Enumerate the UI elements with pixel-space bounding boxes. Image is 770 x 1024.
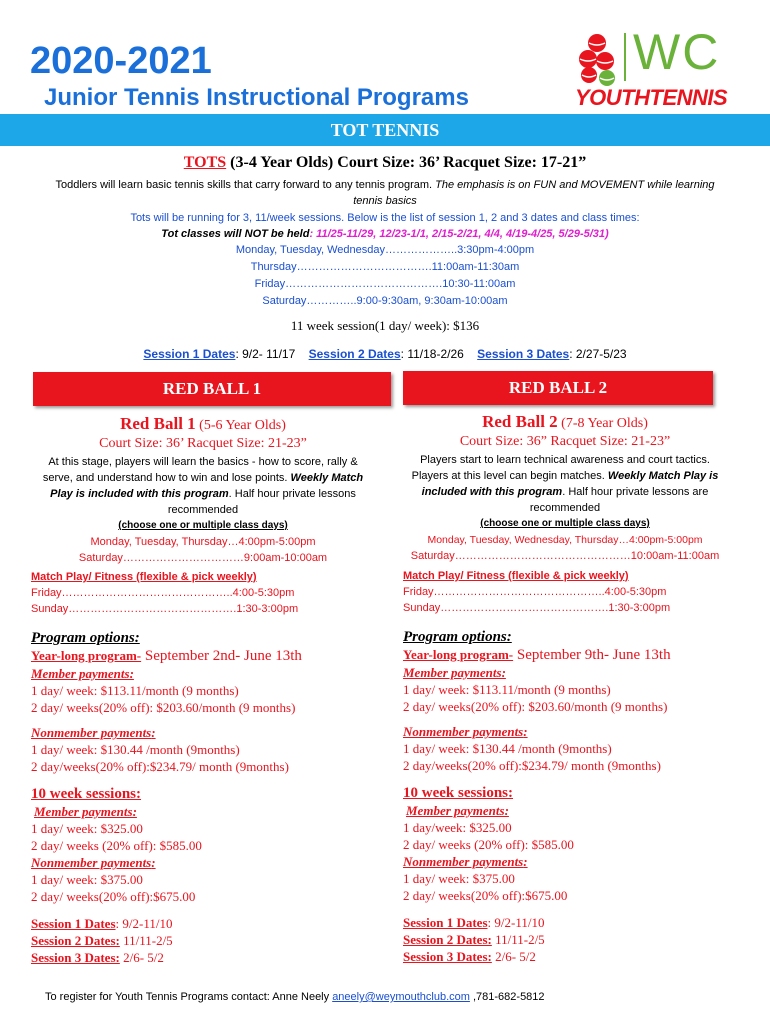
tots-label: TOTS — [183, 154, 227, 171]
rb2-court: Court Size: 36” Racquet Size: 21-23” — [459, 434, 671, 449]
rb1-nonmember-label: Nonmember payments: — [31, 725, 156, 740]
rb2-desc-end: . Half hour private lessons are recommended — [529, 486, 709, 514]
tots-session2-label: Session 2 Dates — [308, 347, 401, 361]
rb2-match2: Sunday……………………………………….1:30-3:00pm — [403, 602, 671, 614]
rb2-match-label: Match Play/ Fitness (flexible & pick weekly) — [403, 570, 629, 582]
rb1-description — [28, 454, 378, 518]
rb1-lower — [31, 569, 371, 966]
rb1-choose: (choose one or multiple class days) — [118, 520, 288, 531]
tot-tennis-banner: TOT TENNIS — [0, 114, 770, 146]
rb2-class1: Monday, Tuesday, Wednesday, Thursday…4:00pm-5:00pm — [427, 534, 703, 546]
rb2-match1: Friday………………………………………..4:00-5:30pm — [403, 586, 667, 598]
rb1-member-label: Member payments: — [31, 666, 134, 681]
tots-not-held-dates: : 11/25-11/29, 12/23-1/1, 2/15-2/21, 4/4, 4/19-4/25, 5/29-5/31) — [309, 228, 609, 240]
rb2-n2: 2 day/weeks(20% off):$234.79/ month (9months) — [403, 758, 661, 773]
tots-desc-italic: The emphasis is on FUN and MOVEMENT while learning tennis basics — [353, 179, 715, 207]
tots-session1-label: Session 1 Dates — [143, 347, 236, 361]
rb2-n1: 1 day/ week: $130.44 /month (9months) — [403, 741, 612, 756]
rb1-tn1: 1 day/ week: $375.00 — [31, 872, 143, 887]
rb1-yearlong-label: Year-long program- — [31, 648, 142, 663]
rb1-tn-label: Nonmember payments: — [31, 855, 156, 870]
rb2-member-label: Member payments: — [403, 665, 506, 680]
tots-description — [45, 177, 725, 209]
rb1-n1: 1 day/ week: $130.44 /month (9months) — [31, 742, 240, 757]
rb1-ten-label: 10 week sessions: — [31, 786, 142, 802]
rb1-class2: Saturday……………………………9:00am-10:00am — [78, 552, 328, 564]
rb1-yearlong-dates: September 2nd- June 13th — [141, 648, 302, 664]
rb2-s3: Session 3 Dates: 2/6- 5/2 — [403, 949, 536, 964]
rb1-tm1: 1 day/ week: $325.00 — [31, 821, 143, 836]
logo-wc-text: WC — [633, 24, 721, 80]
rb1-match-label: Match Play/ Fitness (flexible & pick weekly) — [31, 571, 257, 583]
rb2-lower — [403, 568, 743, 965]
rb2-title-line — [400, 412, 730, 432]
tots-session3: : 2/27-5/23 — [569, 347, 627, 361]
rb1-m1: 1 day/ week: $113.11/month (9 months) — [31, 683, 239, 698]
rb1-match1: Friday………………………………………..4:00-5:30pm — [31, 587, 295, 599]
red-ball-2-banner: RED BALL 2 — [403, 371, 713, 405]
rb2-title: Red Ball 2 — [482, 412, 558, 431]
rb1-tn2: 2 day/ weeks(20% off):$675.00 — [31, 889, 196, 904]
rb2-desc-italic: Weekly Match Play is included with this program — [421, 470, 719, 498]
rb2-m1: 1 day/ week: $113.11/month (9 months) — [403, 682, 611, 697]
rb1-yearlong — [31, 647, 371, 665]
red-ball-2-column — [400, 412, 730, 564]
rb1-class1: Monday, Tuesday, Thursday…4:00pm-5:00pm — [90, 536, 316, 548]
tots-session2: : 11/18-2/26 — [400, 347, 464, 361]
rb2-tn2: 2 day/ weeks(20% off):$675.00 — [403, 888, 568, 903]
rb1-age: (5-6 Year Olds) — [195, 418, 286, 433]
tots-schedule-2: Friday…………………………………….10:30-11:00am — [254, 278, 516, 290]
rb1-s3: Session 3 Dates: 2/6- 5/2 — [31, 950, 164, 965]
rb1-match2: Sunday……………………………………….1:30-3:00pm — [31, 603, 299, 615]
rb2-yearlong-dates: September 9th- June 13th — [513, 647, 671, 663]
rb1-desc-italic: Weekly Match Play is included with this program — [50, 472, 364, 500]
rb2-yearlong-label: Year-long program- — [403, 647, 514, 662]
red-ball-1-banner: RED BALL 1 — [33, 372, 391, 406]
rb1-title: Red Ball 1 — [120, 414, 196, 433]
rb2-class2: Saturday…………………………………………10:00am-11:00am — [410, 550, 720, 562]
rb2-ten-label: 10 week sessions: — [403, 785, 514, 801]
rb2-nonmember-label: Nonmember payments: — [403, 724, 528, 739]
rb1-court: Court Size: 36’ Racquet Size: 21-23” — [99, 436, 307, 451]
year-title: 2020-2021 — [30, 40, 212, 82]
rb1-s2: Session 2 Dates: 11/11-2/5 — [31, 933, 173, 948]
footer-email-link[interactable]: aneely@weymouthclub.com — [332, 991, 470, 1003]
rb1-desc-end: . Half hour private lessons recommended — [167, 488, 356, 516]
rb2-description — [400, 452, 730, 516]
footer — [45, 991, 545, 1003]
rb2-yearlong — [403, 646, 743, 664]
rb1-tm-label: Member payments: — [34, 804, 137, 819]
rb2-s2: Session 2 Dates: 11/11-2/5 — [403, 932, 545, 947]
rb2-tm2: 2 day/ weeks (20% off): $585.00 — [403, 837, 574, 852]
logo-youthtennis-text: YOUTHTENNIS — [575, 85, 728, 110]
tots-heading — [0, 154, 770, 172]
red-ball-1-column — [28, 414, 378, 566]
tots-schedule-3: Saturday…………..9:00-9:30am, 9:30am-10:00am — [262, 295, 508, 307]
tots-schedule-1: Thursday……………………………….11:00am-11:30am — [250, 261, 520, 273]
tots-sessions-row — [0, 347, 770, 361]
rb1-title-line — [28, 414, 378, 434]
rb2-desc-plain: Players start to learn technical awareness and court tactics. Players at this level can begin matches. — [411, 454, 710, 482]
rb1-desc-plain: At this stage, players will learn the basics - how to score, rally & serve, and understand how to win and lose points. — [42, 456, 358, 484]
rb1-n2: 2 day/weeks(20% off):$234.79/ month (9months) — [31, 759, 289, 774]
tots-schedule-0: Monday, Tuesday, Wednesday………………..3:30pm-4:00pm — [235, 244, 535, 256]
rb1-options: Program options: — [31, 630, 140, 646]
page-subtitle: Junior Tennis Instructional Programs — [44, 84, 469, 111]
tots-heading-rest: (3-4 Year Olds) Court Size: 36’ Racquet Size: 17-21” — [226, 154, 587, 171]
tots-not-held — [0, 226, 770, 243]
rb1-tm2: 2 day/ weeks (20% off): $585.00 — [31, 838, 202, 853]
rb2-tn1: 1 day/ week: $375.00 — [403, 871, 515, 886]
tots-session3-label: Session 3 Dates — [477, 347, 570, 361]
rb1-s1: Session 1 Dates: 9/2-11/10 — [31, 916, 173, 931]
rb2-choose: (choose one or multiple class days) — [480, 518, 650, 529]
rb2-m2: 2 day/ weeks(20% off): $203.60/month (9 months) — [403, 699, 668, 714]
footer-text: To register for Youth Tennis Programs contact: Anne Neely — [45, 991, 333, 1003]
tots-price: 11 week session(1 day/ week): $136 — [290, 318, 480, 333]
rb2-tn-label: Nonmember payments: — [403, 854, 528, 869]
tots-running: Tots will be running for 3, 11/week sessions. Below is the list of session 1, 2 and 3 dates and class times: — [130, 212, 640, 224]
rb2-tm-label: Member payments: — [406, 803, 509, 818]
tots-not-held-label: Tot classes will NOT be held — [161, 228, 310, 240]
tots-desc-plain: Toddlers will learn basic tennis skills that carry forward to any tennis program. — [55, 179, 436, 191]
rb2-age: (7-8 Year Olds) — [557, 416, 648, 431]
wc-logo — [575, 25, 750, 115]
rb2-options: Program options: — [403, 629, 512, 645]
footer-phone: ,781-682-5812 — [469, 991, 545, 1003]
tots-session1: : 9/2- 11/17 — [235, 347, 296, 361]
rb2-s1: Session 1 Dates: 9/2-11/10 — [403, 915, 545, 930]
rb1-m2: 2 day/ weeks(20% off): $203.60/month (9 months) — [31, 700, 296, 715]
rb2-tm1: 1 day/week: $325.00 — [403, 820, 512, 835]
